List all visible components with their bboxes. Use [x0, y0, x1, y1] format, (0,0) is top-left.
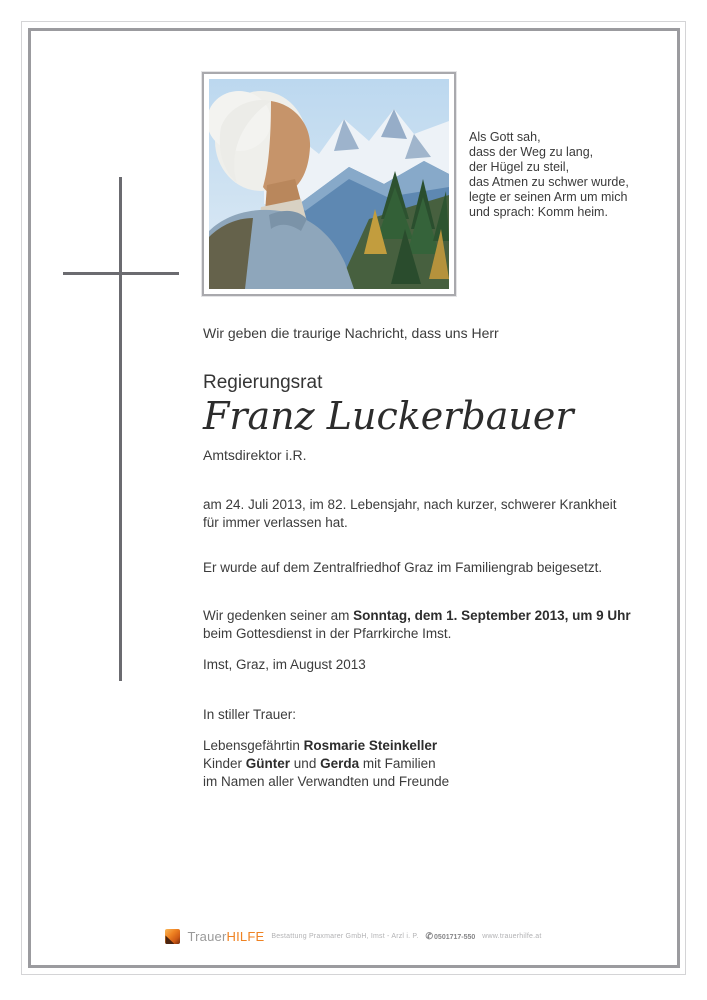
- death-details-line: für immer verlassen hat.: [203, 514, 348, 530]
- poem-line: der Hügel zu steil,: [469, 160, 570, 174]
- brand-trauer: Trauer: [187, 929, 227, 944]
- poem-line: das Atmen zu schwer wurde,: [469, 175, 629, 189]
- footer-brand: [187, 929, 264, 944]
- mourner-line: [203, 737, 449, 755]
- footer: [0, 929, 707, 944]
- cross-icon: [119, 177, 122, 681]
- poem-line: dass der Weg zu lang,: [469, 145, 594, 159]
- memorial-service-line: [203, 607, 631, 625]
- honorific-title: Regierungsrat: [203, 372, 323, 393]
- footer-website: www.trauerhilfe.at: [482, 933, 542, 940]
- poem-line: legte er seinen Arm um mich: [469, 190, 628, 204]
- deceased-profession: Amtsdirektor i.R.: [203, 447, 307, 463]
- mourner-role: Lebensgefährtin: [203, 738, 304, 753]
- logo-flame-shape: [165, 934, 174, 944]
- phone-number: 0501717-550: [434, 934, 476, 941]
- mourner-line: im Namen aller Verwandten und Freunde: [203, 774, 450, 789]
- poem-line: Als Gott sah,: [469, 130, 541, 144]
- memorial-pre-text: Wir gedenken seiner am: [203, 608, 354, 623]
- brand-hilfe: HILFE: [226, 929, 265, 944]
- portrait-photo: [202, 72, 456, 296]
- mourner-name: Gerda: [320, 756, 360, 771]
- announcement-intro: Wir geben die traurige Nachricht, dass uns Herr: [203, 325, 499, 341]
- trauerhilfe-logo-icon: [165, 929, 180, 944]
- portrait-photo-illustration: [209, 79, 449, 289]
- place-and-date: Imst, Graz, im August 2013: [203, 657, 366, 672]
- deceased-name: Franz Luckerbauer: [203, 394, 574, 438]
- mourner-name: Rosmarie Steinkeller: [303, 738, 438, 753]
- mourner-line: [203, 755, 449, 773]
- memorial-date-bold: Sonntag, dem 1. September 2013, um 9 Uhr: [353, 608, 631, 623]
- poem: [469, 130, 629, 220]
- death-details-line: am 24. Juli 2013, im 82. Lebensjahr, nach kurzer, schwerer Krankheit: [203, 497, 617, 512]
- death-details: [203, 496, 616, 531]
- mourners-list: [203, 737, 449, 791]
- mourner-name: Günter: [245, 756, 291, 771]
- poem-line: und sprach: Komm heim.: [469, 205, 608, 219]
- mourner-connector: und: [290, 756, 321, 771]
- phone-icon: ✆: [425, 931, 434, 941]
- mourning-header: In stiller Trauer:: [203, 707, 297, 722]
- mourner-role: Kinder: [203, 756, 246, 771]
- cross-icon: [63, 272, 179, 275]
- memorial-service-line: beim Gottesdienst in der Pfarrkirche Imst.: [203, 625, 452, 641]
- memorial-service-info: [203, 607, 631, 642]
- burial-info: Er wurde auf dem Zentralfriedhof Graz im Familiengrab beigesetzt.: [203, 560, 603, 575]
- footer-phone: [425, 931, 475, 942]
- mourner-suffix: mit Familien: [359, 756, 436, 771]
- footer-company-info: Bestattung Praxmarer GmbH, Imst - Arzl i. P.: [271, 933, 419, 940]
